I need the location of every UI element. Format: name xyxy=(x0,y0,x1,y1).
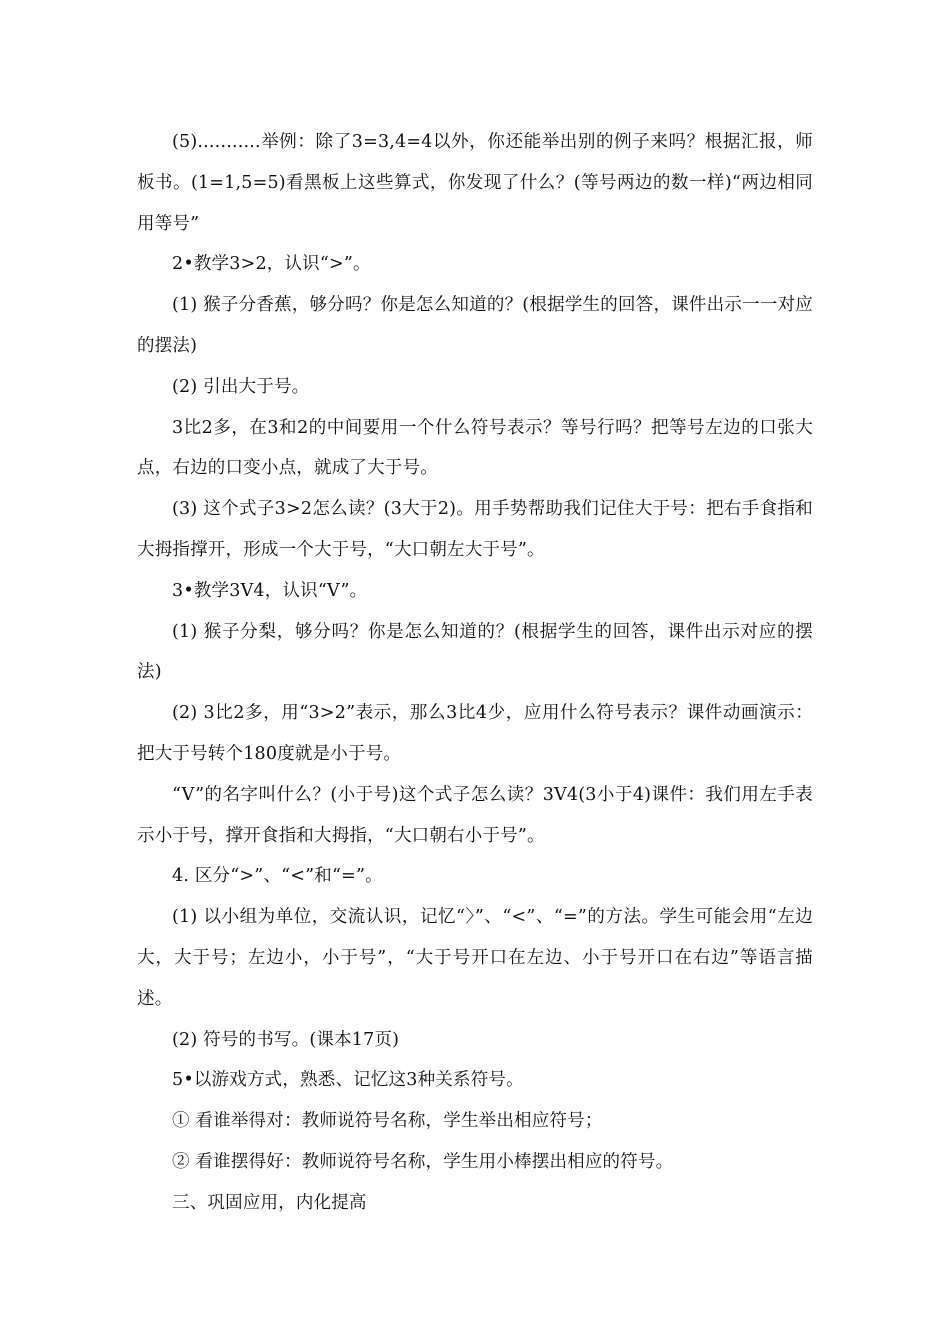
paragraph-monkey-bananas: (1) 猴子分香蕉，够分吗？你是怎么知道的？(根据学生的回答，课件出示一一对应的摆法) xyxy=(137,295,813,356)
paragraph-symbol-writing: (2) 符号的书写。(课本17页) xyxy=(172,1029,400,1050)
paragraph-name-less: “V”的名字叫什么？(小于号)这个式子怎么读？3V4(3小于4)课件：我们用左手表示小于号，撑开食指和大拇指，“大口朝右小于号”。 xyxy=(137,784,813,846)
paragraph-heading-distinguish: 4. 区分“>”、“<”和“=”。 xyxy=(172,866,383,887)
paragraph-read-greater: (3) 这个式子3>2怎么读？(3大于2)。用手势帮助我们记住大于号：把右手食指和大拇指撑开，形成一个大于号，“大口朝左大于号”。 xyxy=(137,499,813,560)
paragraph-heading-less: 3•教学3V4，认识“V”。 xyxy=(172,580,368,601)
paragraph-game-place: ② 看谁摆得好：教师说符号名称，学生用小棒摆出相应的符号。 xyxy=(172,1151,674,1172)
paragraph-heading-consolidate: 三、巩固应用，内化提高 xyxy=(172,1192,367,1213)
paragraph-example-equal: (5)...........举例：除了3=3,4=4以外，你还能举出别的例子来吗？根据汇报，师板书。(1=1,5=5)看黑板上这些算式，你发现了什么？(等号两边的数一样)“两边相同用等号” xyxy=(137,132,813,234)
paragraph-heading-greater: 2•教学3>2，认识“>”。 xyxy=(172,254,371,275)
paragraph-game-raise: ① 看谁举得对：教师说符号名称，学生举出相应符号； xyxy=(172,1111,603,1132)
document-body xyxy=(137,122,813,1224)
paragraph-heading-game: 5•以游戏方式，熟悉、记忆这3种关系符号。 xyxy=(172,1070,524,1091)
paragraph-three-more-than-two: 3比2多，在3和2的中间要用一个什么符号表示？等号行吗？把等号左边的口张大点，右边的口变小点，就成了大于号。 xyxy=(137,417,813,479)
paragraph-introduce-greater: (2) 引出大于号。 xyxy=(172,376,310,397)
paragraph-monkey-pears: (1) 猴子分梨，够分吗？你是怎么知道的？(根据学生的回答，课件出示对应的摆法) xyxy=(137,621,813,683)
paragraph-group-memory: (1) 以小组为单位，交流认识，记忆“〉”、“<”、“=”的方法。学生可能会用“左边大，大于号；左边小，小于号”，“大于号开口在左边、小于号开口在右边”等语言描述。 xyxy=(137,907,813,1009)
paragraph-three-less-than-four: (2) 3比2多，用“3>2”表示，那么3比4少，应用什么符号表示？课件动画演示：把大于号转个180度就是小于号。 xyxy=(137,703,813,764)
